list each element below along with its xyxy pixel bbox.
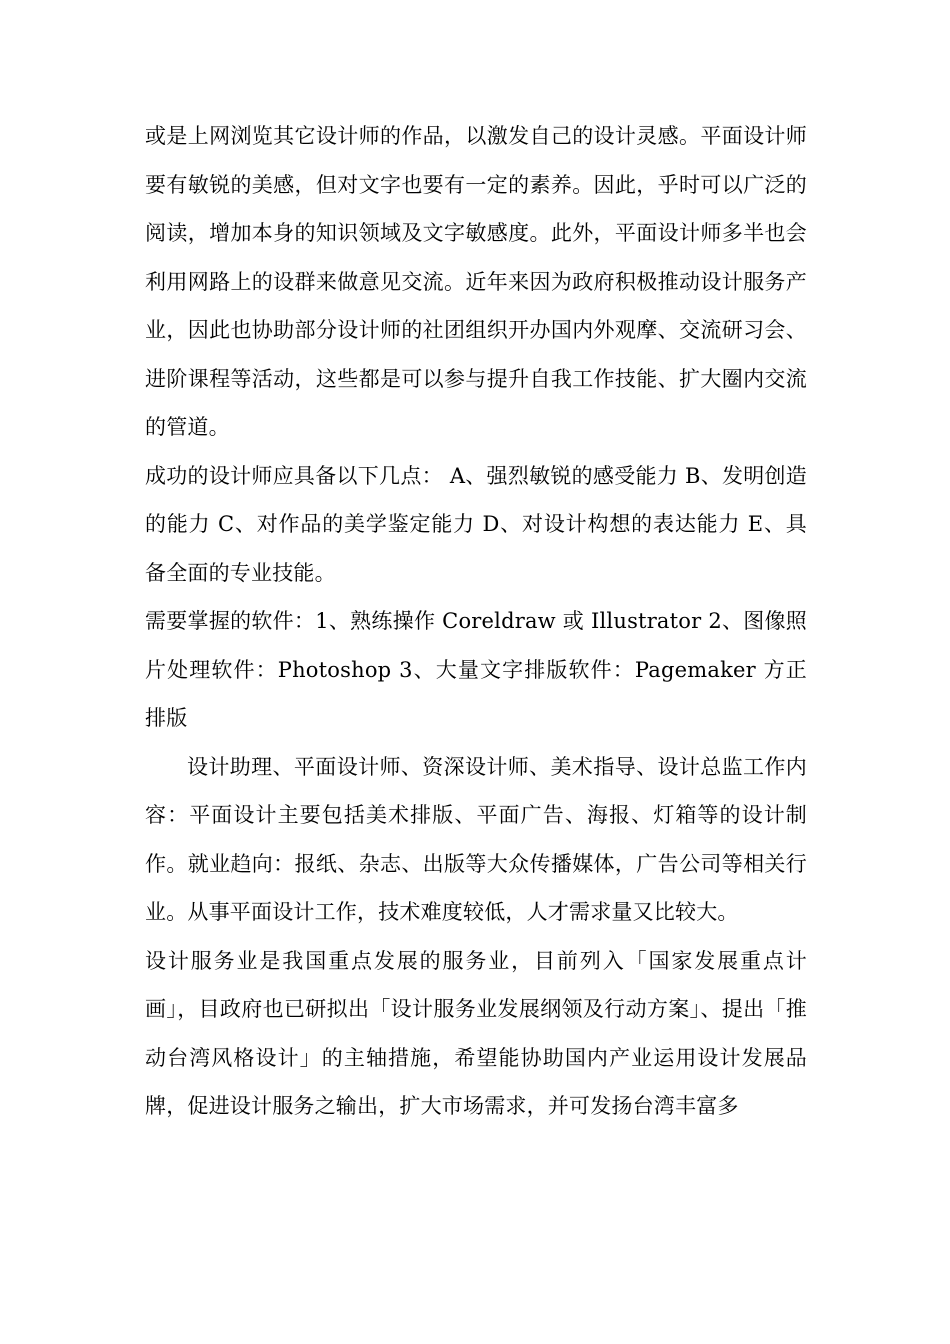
paragraph-design-service-industry: 设计服务业是我国重点发展的服务业，目前列入「国家发展重点计画」，目政府也已研拟出「设计服务业发展纲领及行动方案」、提出「推动台湾风格设计」的主轴措施，希望能协助国内产业运用设计发展品牌，促进设计服务之输出，扩大市场需求，并可发扬台湾丰富多 — [145, 948, 807, 1118]
paragraph-designer-qualities: 成功的设计师应具备以下几点： A、强烈敏锐的感受能力 B、发明创造的能力 C、对作品的美学鉴定能力 D、对设计构想的表达能力 E、具备全面的专业技能。 — [145, 463, 807, 585]
paragraph-required-software: 需要掌握的软件：1、熟练操作 Coreldraw 或 Illustrator 2、图像照片处理软件：Photoshop 3、大量文字排版软件：Pagemaker 方正排版 — [145, 609, 807, 730]
document-body — [145, 112, 807, 1131]
paragraph-job-content: 设计助理、平面设计师、资深设计师、美术指导、设计总监工作内容：平面设计主要包括美术排版、平面广告、海报、灯箱等的设计制作。就业趋向：报纸、杂志、出版等大众传播媒体，广告公司等相关行业。从事平面设计工作，技术难度较低，人才需求量又比较大。 — [145, 754, 807, 924]
paragraph-designer-inspiration: 或是上网浏览其它设计师的作品，以激发自己的设计灵感。平面设计师要有敏锐的美感，但对文字也要有一定的素养。因此，乎时可以广泛的阅读，增加本身的知识领域及文字敏感度。此外，平面设计师多半也会利用网路上的设群来做意见交流。近年来因为政府积极推动设计服务产业，因此也协助部分设计师的社团组织开办国内外观摩、交流研习会、进阶课程等活动，这些都是可以参与提升自我工作技能、扩大圈内交流的管道。 — [145, 124, 807, 439]
